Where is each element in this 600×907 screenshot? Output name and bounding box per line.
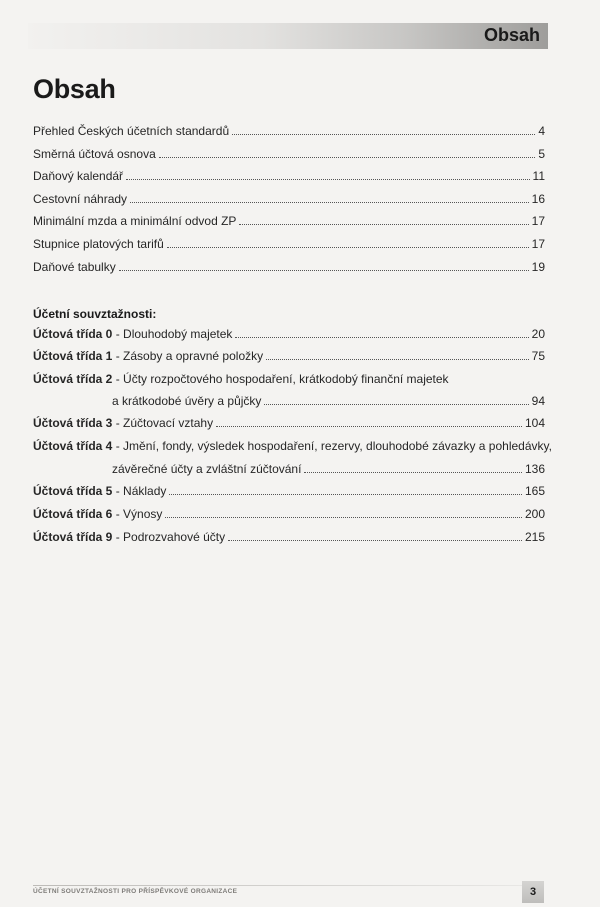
class-title: Výnosy [123, 507, 163, 521]
toc-entry-title: Daňové tabulky [33, 260, 116, 274]
toc-class-entry-first-line[interactable] [33, 439, 552, 454]
toc-class-entry-first-line[interactable] [33, 372, 449, 387]
toc-class-entry[interactable] [33, 530, 545, 545]
dot-leader [266, 359, 529, 360]
toc-page-number: 17 [531, 214, 545, 228]
dot-leader [235, 337, 528, 338]
toc-entry[interactable] [33, 214, 545, 229]
toc-entry-title: Minimální mzda a minimální odvod ZP [33, 214, 237, 228]
header-bar [28, 23, 548, 49]
class-label: Účtová třída 0 [33, 327, 113, 341]
toc-page-number: 19 [531, 260, 545, 274]
toc-page-number: 5 [538, 147, 545, 161]
toc-entry-title: Cestovní náhrady [33, 192, 128, 206]
separator: - [112, 416, 124, 430]
separator: - [112, 327, 124, 341]
class-title: Jmění, fondy, výsledek hospodaření, rezervy, dlouhodobé závazky a pohledávky, [123, 439, 552, 453]
toc-page-number: 75 [531, 349, 545, 363]
separator: - [112, 372, 124, 386]
toc-entry[interactable] [33, 192, 545, 207]
separator: - [112, 530, 124, 544]
toc-page-number: 94 [531, 394, 545, 408]
dot-leader [130, 202, 529, 203]
separator: - [112, 439, 124, 453]
dot-leader [167, 247, 529, 248]
class-title-continuation: závěrečné účty a zvláštní zúčtování [112, 462, 302, 476]
toc-class-entry[interactable] [33, 416, 545, 431]
header-title: Obsah [483, 25, 540, 45]
class-label: Účtová třída 6 [33, 507, 113, 521]
page-title: Obsah [33, 74, 116, 104]
toc-page-number: 104 [524, 416, 545, 430]
class-label: Účtová třída 2 [33, 372, 113, 386]
section-heading: Účetní souvztažnosti: [33, 307, 157, 321]
toc-entry[interactable] [33, 147, 545, 162]
class-title-continuation: a krátkodobé úvěry a půjčky [112, 394, 262, 408]
separator: - [112, 484, 124, 498]
dot-leader [304, 472, 522, 473]
class-title: Účty rozpočtového hospodaření, krátkodobý finanční majetek [123, 372, 449, 386]
toc-entry-title: Daňový kalendář [33, 169, 124, 183]
toc-entry-title: Směrná účtová osnova [33, 147, 156, 161]
footer-page-number: 3 [522, 881, 544, 903]
class-title: Náklady [123, 484, 167, 498]
dot-leader [264, 404, 528, 405]
class-label: Účtová třída 3 [33, 416, 113, 430]
toc-page-number: 11 [532, 169, 545, 183]
dot-leader [165, 517, 522, 518]
toc-page-number: 136 [524, 462, 545, 476]
dot-leader [119, 270, 529, 271]
dot-leader [228, 540, 522, 541]
toc-page-number: 20 [531, 327, 545, 341]
toc-page-number: 165 [524, 484, 545, 498]
toc-entry-title: Stupnice platových tarifů [33, 237, 164, 251]
footer-text: ÚČETNÍ SOUVZTAŽNOSTI PRO PŘÍSPĚVKOVÉ ORGANIZACE [33, 888, 238, 895]
toc-class-entry[interactable] [33, 484, 545, 499]
toc-class-entry-continuation[interactable] [112, 394, 545, 409]
class-label: Účtová třída 9 [33, 530, 113, 544]
toc-page-number: 4 [538, 124, 545, 138]
toc-entry[interactable] [33, 260, 545, 275]
toc-class-entry[interactable] [33, 507, 545, 522]
toc-class-entry[interactable] [33, 327, 545, 342]
dot-leader [169, 494, 522, 495]
toc-page-number: 16 [531, 192, 545, 206]
class-label: Účtová třída 1 [33, 349, 113, 363]
toc-class-entry[interactable] [33, 349, 545, 364]
toc-entry[interactable] [33, 237, 545, 252]
dot-leader [159, 157, 536, 158]
dot-leader [216, 426, 522, 427]
separator: - [112, 349, 124, 363]
class-label: Účtová třída 4 [33, 439, 113, 453]
toc-entry-title: Přehled Českých účetních standardů [33, 124, 230, 138]
toc-entry[interactable] [33, 124, 545, 139]
footer-rule [33, 885, 523, 886]
dot-leader [239, 224, 528, 225]
toc-page-number: 17 [531, 237, 545, 251]
class-label: Účtová třída 5 [33, 484, 113, 498]
toc-page-number: 215 [524, 530, 545, 544]
class-title: Zúčtovací vztahy [123, 416, 214, 430]
toc-entry[interactable] [33, 169, 545, 184]
class-title: Zásoby a opravné položky [123, 349, 264, 363]
class-title: Podrozvahové účty [123, 530, 226, 544]
toc-page-number: 200 [524, 507, 545, 521]
toc-class-entry-continuation[interactable] [112, 462, 545, 477]
dot-leader [232, 134, 535, 135]
class-title: Dlouhodobý majetek [123, 327, 233, 341]
separator: - [112, 507, 124, 521]
dot-leader [126, 179, 529, 180]
